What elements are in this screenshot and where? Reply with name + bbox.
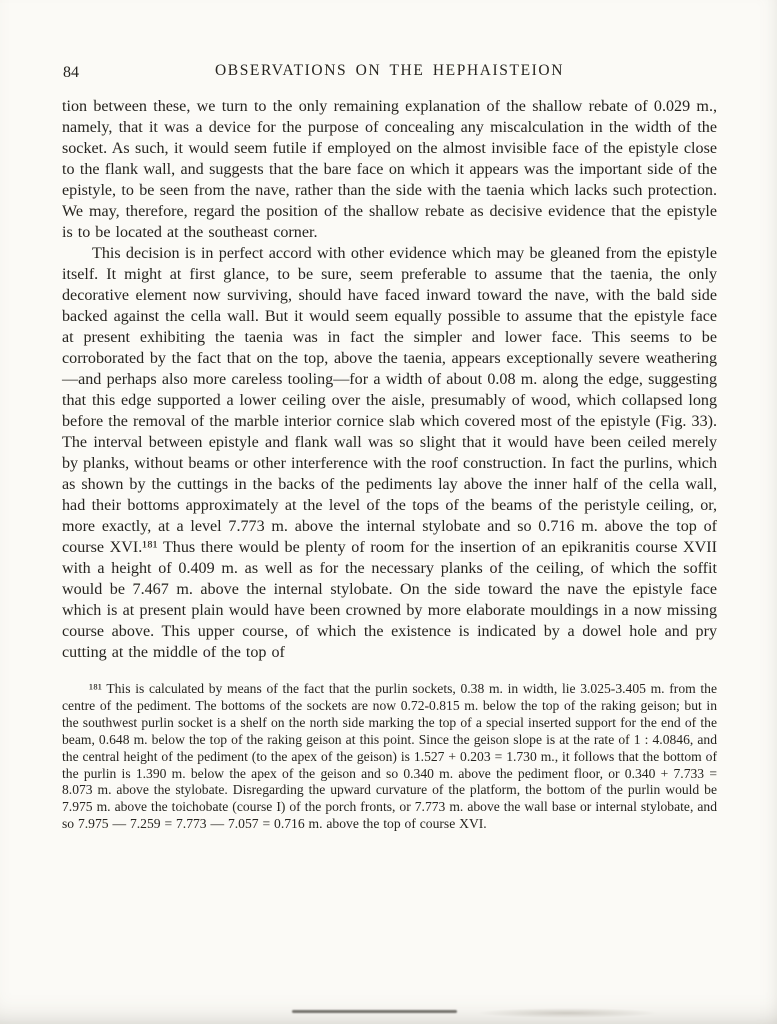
paragraph: This decision is in perfect accord with other evidence which may be gleaned from the epistyle itself. It might at first glance, to be sure, seem preferable to assume that the taenia, the only decorative element now surviving, should have faced inward toward the nave, with the bald side backed against the cella wall. But it would seem equally possible to assume that the epistyle face at present exhibiting the taenia was in fact the simpler and lower face. This seems to be corroborated by the fact that on the top, above the taenia, appears exceptionally severe weathering—and perhaps also more careless tooling—for a width of about 0.08 m. along the edge, suggesting that this edge supported a lower ceiling over the aisle, presumably of wood, which collapsed long before the removal of the marble interior cornice slab which covered most of the epistyle (Fig. 33). The interval between epistyle and flank wall was so slight that it would have been ceiled merely by planks, without beams or other interference with the roof construction. In fact the purlins, which as shown by the cuttings in the backs of the pediments lay above the inner half of the cella wall, had their bottoms approximately at the level of the tops of the beams of the peristyle ceiling, or, more exactly, at a level 7.773 m. above the internal stylobate and so 0.716 m. above the top of course XVI.¹⁸¹ Thus there would be plenty of room for the insertion of an epikranitis course XVII with a height of 0.409 m. as well as for the necessary planks of the ceiling, of which the soffit would be 7.467 m. above the internal stylobate. On the side toward the nave the epistyle face which is at present plain would have been crowned by more elaborate mouldings in a now missing course above. This upper course, of which the existence is indicated by a dowel hole and pry cutting at the middle of the top of	[62, 245, 717, 661]
paragraph-continuation: tion between these, we turn to the only remaining explanation of the shallow rebate of 0.029 m., namely, that it was a device for the purpose of concealing any miscalculation in the width of the socket. As such, it would seem futile if employed on the almost invisible face of the epistyle close to the flank wall, and suggests that the bare face on which it appears was the important side of the epistyle, to be seen from the nave, rather than the side with the taenia which lacks such protection. We may, therefore, regard the position of the shallow rebate as decisive evidence that the epistyle is to be located at the southeast corner.	[62, 98, 717, 241]
running-title: OBSERVATIONS ON THE HEPHAISTEION	[214, 62, 565, 79]
scan-artifact-smudge	[477, 1008, 657, 1018]
page-content	[62, 62, 717, 833]
footnote: ¹⁸¹ This is calculated by means of the fact that the purlin sockets, 0.38 m. in width, lie 3.025-3.405 m. from the centre of the pediment. The bottoms of the sockets are now 0.72-0.815 m. below the top of the raking geison; but in the southwest purlin socket is a shelf on the north side marking the top of a special inserted support for the end of the beam, 0.648 m. below the top of the raking geison at this point. Since the geison slope is at the rate of 1 : 4.0846, and the central height of the pediment (to the apex of the geison) is 1.527 + 0.203 = 1.730 m., it follows that the bottom of the purlin is 1.390 m. below the apex of the geison and so 0.340 m. above the pediment floor, or 0.340 + 7.733 = 8.073 m. above the stylobate. Disregarding the upward curvature of the platform, the bottom of the purlin would be 7.975 m. above the toichobate (course I) of the porch fronts, or 7.773 m. above the wall base or internal stylobate, and so 7.975 — 7.259 = 7.773 — 7.057 = 0.716 m. above the top of course XVI.	[62, 681, 717, 832]
page-number: 84	[63, 64, 79, 81]
scan-artifact-line	[292, 1010, 457, 1013]
page-header	[62, 62, 717, 84]
body-text	[62, 96, 717, 663]
